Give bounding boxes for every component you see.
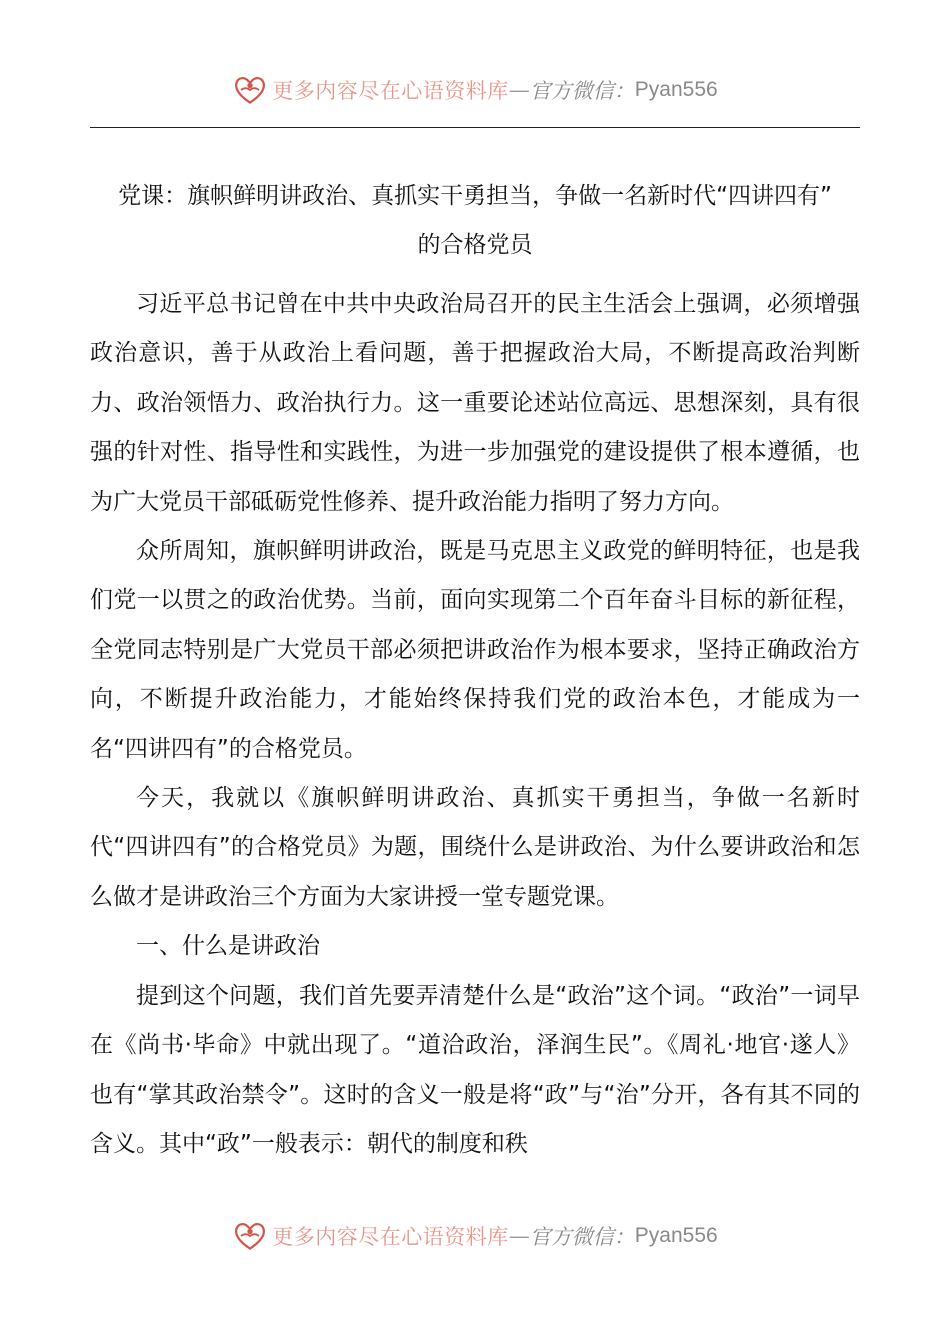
paragraph-4: 提到这个问题，我们首先要弄清楚什么是“政治”这个词。“政治”一词早在《尚书·毕命》中就出现了。“道洽政治，泽润生民”。《周礼·地官·遂人》也有“掌其政治禁令”。这时的含义一般是将“政”与“治”分开，各有其不同的含义。其中“政”一般表示：朝代的制度和秩 (90, 982, 860, 1157)
banner-site-name: 更多内容尽在心语资料库 (272, 79, 509, 103)
title-line-2: 的合格党员 (417, 232, 533, 258)
section-heading-1: 一、什么是讲政治 (136, 933, 320, 960)
banner-wechat-id: Pyan556 (634, 78, 718, 101)
heart-book-logo-icon (232, 72, 268, 108)
header-rule (90, 127, 860, 128)
banner-wechat-label: 官方微信： (529, 79, 635, 103)
paragraph-1: 习近平总书记曾在中共中央政治局召开的民主生活会上强调，必须增强政治意识，善于从政治上看问题，善于把握政治大局，不断提高政治判断力、政治领悟力、政治执行力。这一重要论述站位高远、思想深刻，具有很强的针对性、指导性和实践性，为进一步加强党的建设提供了根本遵循，也为广大党员干部砥砺党性修养、提升政治能力指明了努力方向。 (90, 291, 860, 515)
document-body (90, 280, 860, 1169)
header-banner (0, 72, 950, 108)
banner-dash: — (508, 1224, 530, 1248)
footer-banner (0, 1218, 950, 1254)
banner-site-name: 更多内容尽在心语资料库 (272, 1225, 509, 1249)
heart-book-logo-icon (232, 1218, 268, 1254)
title-line-1: 党课：旗帜鲜明讲政治、真抓实干勇担当，争做一名新时代“四讲四有” (118, 183, 832, 209)
banner-wechat-label: 官方微信： (529, 1225, 635, 1249)
document-title (90, 172, 860, 270)
paragraph-2: 众所周知，旗帜鲜明讲政治，既是马克思主义政党的鲜明特征，也是我们党一以贯之的政治优势。当前，面向实现第二个百年奋斗目标的新征程，全党同志特别是广大党员干部必须把讲政治作为根本要求，坚持正确政治方向，不断提升政治能力，才能始终保持我们党的政治本色，才能成为一名“四讲四有”的合格党员。 (90, 538, 860, 762)
banner-wechat-id: Pyan556 (634, 1224, 718, 1247)
paragraph-3: 今天，我就以《旗帜鲜明讲政治、真抓实干勇担当，争做一名新时代“四讲四有”的合格党员》为题，围绕什么是讲政治、为什么要讲政治和怎么做才是讲政治三个方面为大家讲授一堂专题党课。 (90, 785, 860, 910)
banner-dash: — (508, 78, 530, 102)
